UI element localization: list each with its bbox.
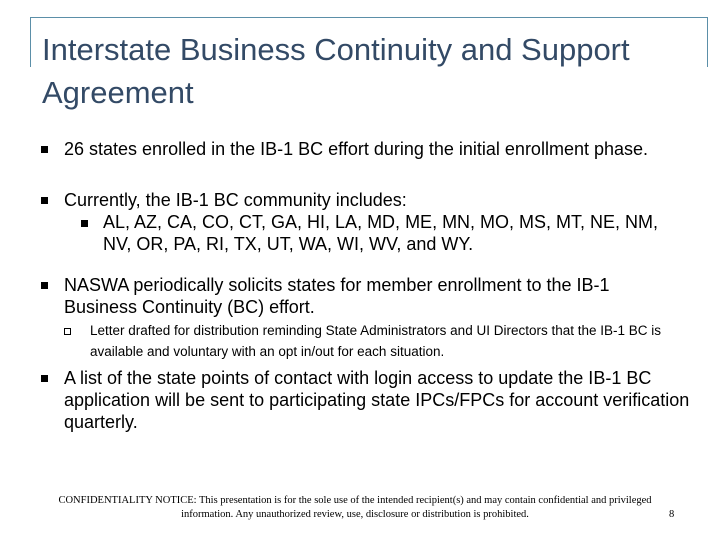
bullet-text: Currently, the IB-1 BC community includes: [64, 190, 407, 210]
slide-title: Interstate Business Continuity and Support Agreement [42, 32, 630, 110]
bullet-text: A list of the state points of contact with login access to update the IB-1 BC application will be sent to participating state IPCs/FPCs for account verification quarterly. [64, 368, 690, 432]
confidentiality-notice: CONFIDENTIALITY NOTICE: This presentation is for the sole use of the intended recipient(s) and may contain confidential and privileged information. Any unauthorized review, use, disclosure or distribution is prohibited. [58, 495, 652, 520]
bullet-text: NASWA periodically solicits states for member enrollment to the IB-1 Business Continuity (BC) effort. [64, 275, 610, 317]
bullet-marker-icon [41, 146, 48, 153]
bullet-marker-icon [41, 282, 48, 289]
bullet-marker-icon [41, 375, 48, 382]
sub-bullet-marker-icon [81, 220, 88, 227]
title-frame-right-border [707, 17, 708, 67]
title-frame-left-border [30, 17, 31, 67]
bullet-text: 26 states enrolled in the IB-1 BC effort during the initial enrollment phase. [64, 139, 649, 159]
bullet-marker-icon [41, 197, 48, 204]
sub-bullet-text: AL, AZ, CA, CO, CT, GA, HI, LA, MD, ME, MN, MO, MS, MT, NE, NM, NV, OR, PA, RI, TX, UT, WA, WI, WV, and WY. [103, 212, 659, 254]
page-number: 8 [669, 509, 675, 520]
sub-bullet-text: Letter drafted for distribution reminding State Administrators and UI Directors that the IB-1 BC is available and voluntary with an opt in/out for each situation. [90, 323, 662, 359]
hollow-bullet-marker-icon [64, 328, 71, 335]
title-frame-top-border [30, 17, 708, 18]
